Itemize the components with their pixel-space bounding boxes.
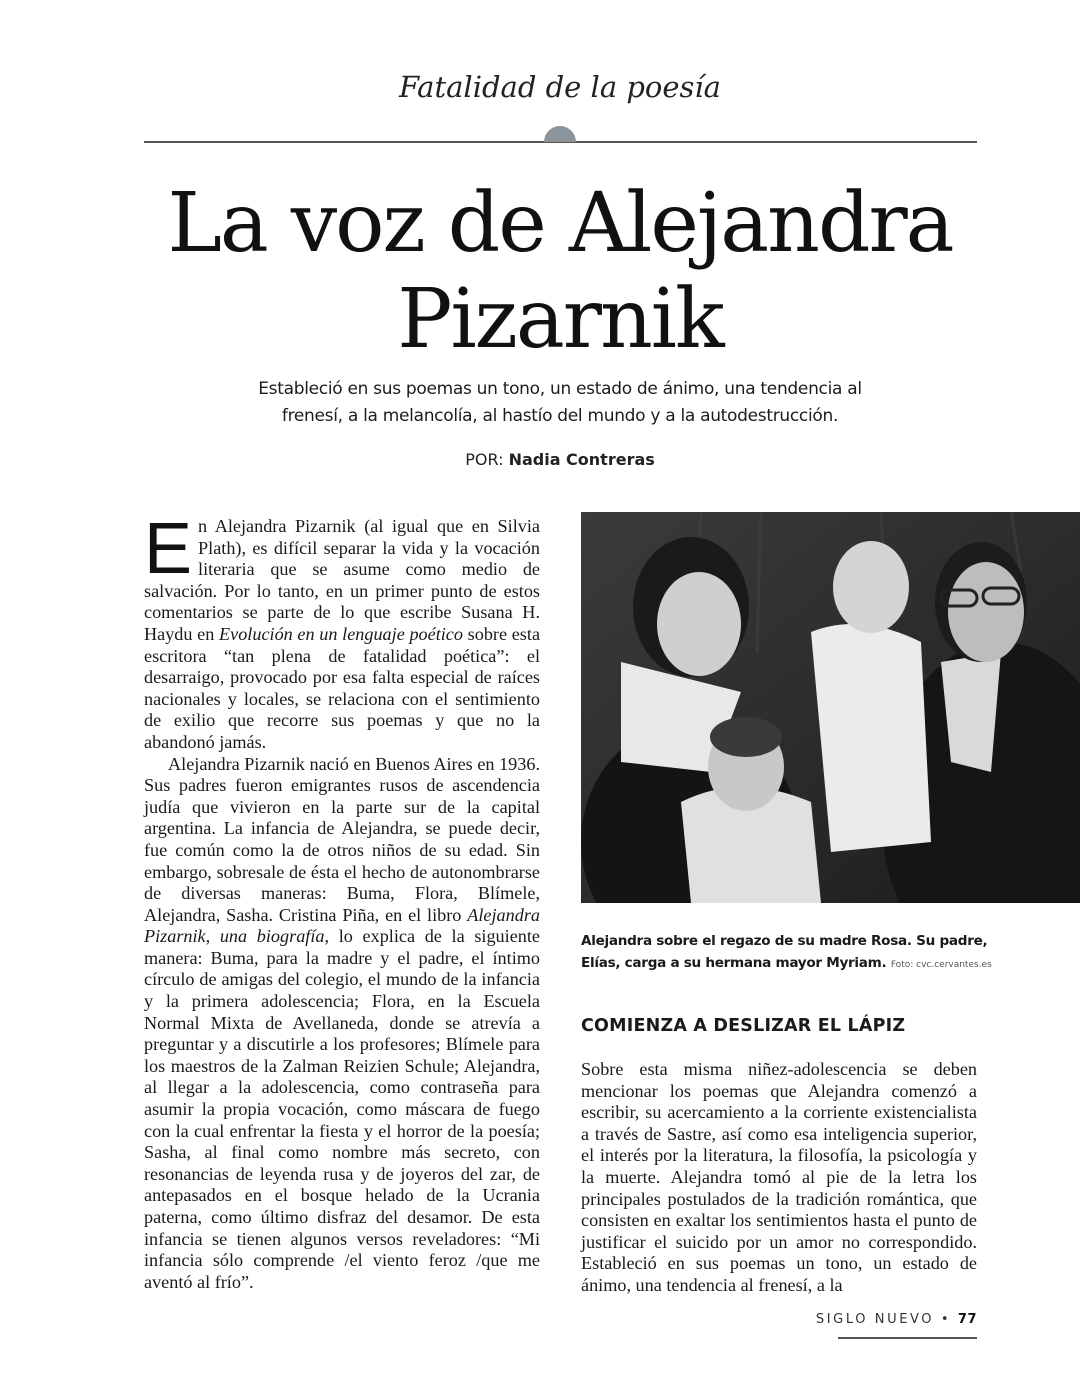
byline-author: Nadia Contreras <box>508 450 655 469</box>
caption-text: Alejandra sobre el regazo de su madre Rosa. Su padre, Elías, carga a su hermana mayor Myriam. <box>581 933 988 971</box>
page-footer <box>760 1312 977 1327</box>
paragraph-2-text-b: , lo explica de la siguiente manera: Buma, para la madre y el padre, el íntimo círculo de amigas del colegio, el mundo de la infancia y la primera adolescencia; Flora, en la Escuela Normal Mixta de Avellaneda, donde se atrevía a preguntar y a discutirle a los profesores; Blímele para los maestros de la Zalman Reizien Schule; Alejandra, al llegar a la adolescencia, como contraseña para asumir la propia vocación, como máscara de fuego con la cual enfrentar la fiesta y el horror de la poesía; Sasha, al final como nombre más secreto, con resonancias de leyenda rusa y de joyeros del zar, de antepasados en el bosque helado de la Ucrania paterna, como último disfraz del desamor. De esta infancia se tienen algunos versos reveladores: “Mi infancia sólo comprende /el viento feroz /que me aventó al frío”. <box>144 926 540 1292</box>
photo-caption <box>581 930 1001 976</box>
paragraph-2-text-a: Alejandra Pizarnik nació en Buenos Aires en 1936. Sus padres fueron emigrantes rusos de ascendencia judía que vivieron en la parte sur de la capital argentina. La infancia de Alejandra, se puede decir, fue común como la de otros niños de su edad. Sin embargo, sobresale de ésta el hecho de autonombrarse de diversas maneras: Buma, Flora, Blímele, Alejandra, Sasha. Cristina Piña, en el libro <box>144 753 540 925</box>
byline <box>360 450 760 469</box>
paragraph-2 <box>144 754 540 1294</box>
footer-separator: • <box>940 1312 952 1327</box>
article-column-right <box>581 1059 977 1297</box>
byline-prefix: POR: <box>465 450 504 469</box>
page-number: 77 <box>957 1312 977 1327</box>
book-title-evolucion: Evolución en un lenguaje poético <box>219 623 463 644</box>
paragraph-1-text-a: n Alejandra Pizarnik (al igual que en Silvia Plath), es difícil separar la vida y la vocación literaria que se asume como medio de salvación. Por lo tanto, en un primer punto de estos comentarios se parte de lo que escribe Susana H. Haydu en <box>144 516 540 644</box>
paragraph-1 <box>144 509 541 754</box>
divider-ornament <box>544 126 576 142</box>
book-title-biografia: Alejandra Pizarnik, una biografía <box>144 904 540 947</box>
photo-credit: Foto: cvc.cervantes.es <box>890 960 992 970</box>
article-column-left <box>144 509 541 1293</box>
paragraph-1-text-b: sobre esta escritora “tan plena de fatalidad poética”: el desarraigo, provocado por esa falta especial de raíces nacionales y locales, se relaciona con el sentimiento de exilio que recorre sus poemas y que no la abandonó jamás. <box>144 623 541 752</box>
footer-divider <box>838 1337 977 1339</box>
drop-cap: E <box>144 509 193 589</box>
family-photo-illustration <box>581 512 1080 903</box>
family-photo <box>581 512 1080 903</box>
section-subhead: COMIENZA A DESLIZAR EL LÁPIZ <box>581 1016 906 1036</box>
paragraph-3: Sobre esta misma niñez-adolescencia se deben mencionar los poemas que Alejandra comenzó a escribir, su acercamiento a la corriente existencialista a través de Sastre, así como esa inteligencia superior, el interés por la literatura, la filosofía, la psicología y la muerte. Alejandra tomó al pie de la letra los principales postulados de la tradición romántica, que consisten en exaltar los sentimientos hasta el punto de justificar el suicido por un amor no correspondido. Estableció en sus poemas un tono, un estado de ánimo, una tendencia al frenesí, a la <box>581 1059 977 1295</box>
deck-subtitle: Estableció en sus poemas un tono, un estado de ánimo, una tendencia al frenesí, a la melancolía, al hastío del mundo y a la autodestrucción. <box>258 379 862 426</box>
headline: La voz de Alejandra Pizarnik <box>167 176 953 367</box>
magazine-name: SIGLO NUEVO <box>815 1312 935 1327</box>
section-title: Fatalidad de la poesía <box>399 70 721 104</box>
